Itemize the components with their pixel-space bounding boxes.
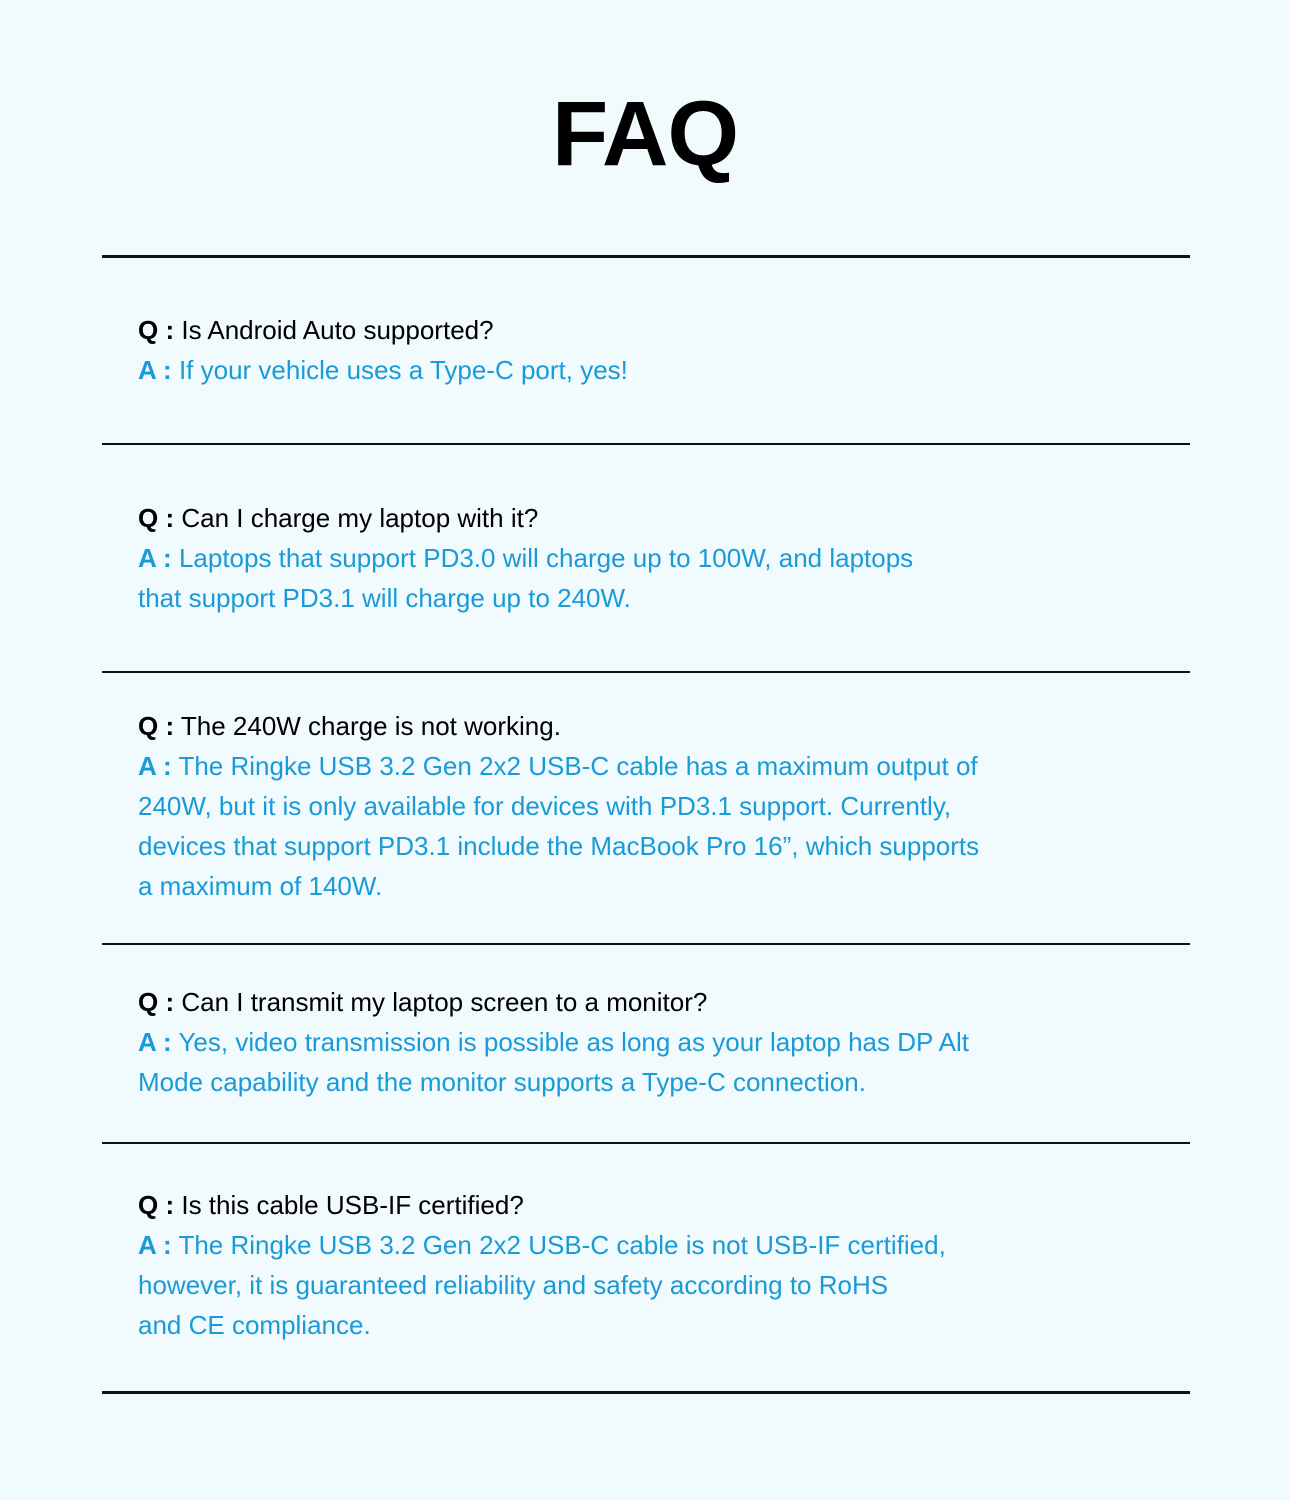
answer-text: If your vehicle uses a Type-C port, yes! — [178, 355, 628, 385]
divider — [102, 671, 1190, 673]
faq-question — [138, 310, 1118, 350]
faq-answer — [138, 1225, 1118, 1265]
answer-prefix: A : — [138, 751, 172, 781]
faq-question — [138, 498, 1118, 538]
answer-prefix: A : — [138, 1027, 172, 1057]
faq-question — [138, 706, 1118, 746]
faq-item-screen-transmit — [138, 982, 1118, 1102]
page-title: FAQ — [551, 83, 739, 185]
question-prefix: Q : — [138, 987, 175, 1017]
answer-text-line: 240W, but it is only available for devices with PD3.1 support. Currently, — [138, 791, 952, 821]
answer-text: The Ringke USB 3.2 Gen 2x2 USB-C cable has a maximum output of — [178, 751, 978, 781]
question-prefix: Q : — [138, 315, 175, 345]
question-text: Can I charge my laptop with it? — [181, 503, 539, 533]
divider-bottom — [102, 1391, 1190, 1394]
faq-answer — [138, 1022, 1118, 1062]
answer-text: The Ringke USB 3.2 Gen 2x2 USB-C cable is not USB-IF certified, — [178, 1230, 946, 1260]
answer-prefix: A : — [138, 355, 172, 385]
answer-text: Yes, video transmission is possible as long as your laptop has DP Alt — [178, 1027, 970, 1057]
faq-answer — [138, 538, 1118, 578]
faq-item-usb-if — [138, 1185, 1118, 1345]
answer-text-line: devices that support PD3.1 include the MacBook Pro 16”, which supports — [138, 831, 980, 861]
question-prefix: Q : — [138, 1190, 175, 1220]
faq-question — [138, 1185, 1118, 1225]
answer-text-line: however, it is guaranteed reliability and safety according to RoHS — [138, 1270, 889, 1300]
question-prefix: Q : — [138, 503, 175, 533]
answer-text: Laptops that support PD3.0 will charge up to 100W, and laptops — [178, 543, 914, 573]
answer-text-line: a maximum of 140W. — [138, 871, 383, 901]
question-text: Is Android Auto supported? — [181, 315, 494, 345]
faq-item-240w-charge — [138, 706, 1118, 906]
answer-prefix: A : — [138, 1230, 172, 1260]
faq-answer — [138, 350, 1118, 390]
question-text: Can I transmit my laptop screen to a monitor? — [181, 987, 708, 1017]
question-text: The 240W charge is not working. — [180, 711, 561, 741]
faq-item-laptop-charge — [138, 498, 1118, 618]
divider — [102, 943, 1190, 945]
answer-text-line: Mode capability and the monitor supports a Type-C connection. — [138, 1067, 866, 1097]
divider — [102, 1142, 1190, 1144]
answer-prefix: A : — [138, 543, 172, 573]
question-text: Is this cable USB-IF certified? — [181, 1190, 524, 1220]
faq-item-android-auto — [138, 310, 1118, 390]
question-prefix: Q : — [138, 711, 175, 741]
divider — [102, 443, 1190, 445]
faq-question — [138, 982, 1118, 1022]
faq-answer — [138, 746, 1118, 786]
answer-text-line: that support PD3.1 will charge up to 240W. — [138, 583, 631, 613]
divider-top — [102, 255, 1190, 258]
answer-text-line: and CE compliance. — [138, 1310, 371, 1340]
